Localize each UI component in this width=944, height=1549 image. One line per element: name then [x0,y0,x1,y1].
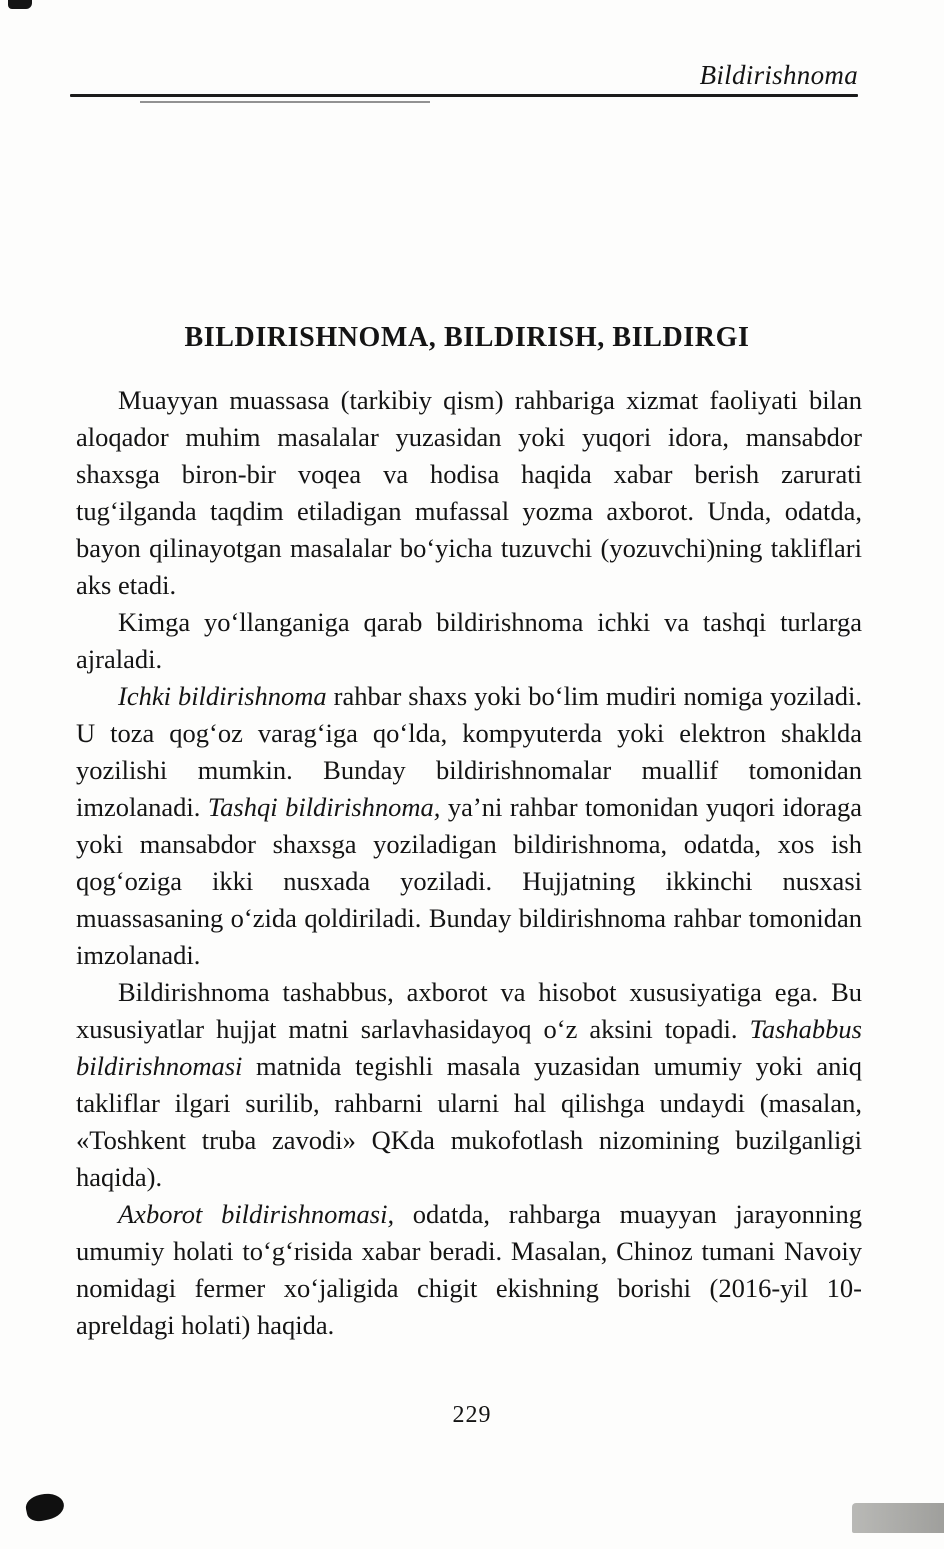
body-paragraph [76,678,862,974]
body-paragraph [76,382,862,604]
scan-artifact-top-left [8,0,32,9]
emphasized-text: Tashqi bildirishnoma, [207,792,441,822]
running-header: Bildirishnoma [699,60,858,90]
body-paragraph [76,974,862,1196]
paragraph-text: matnida tegishli masala yuzasidan umumiy yoki aniq takliflar ilgari surilib, rahbarni ularni hal qilishga undaydi (masalan, «Toshkent truba zavodi» QKda mukofotlash nizomining buzilganligi haqida). [76,1051,862,1192]
header-rule-scan-echo [140,101,430,103]
body-text [76,382,862,1344]
paragraph-text: rahbar shaxs yoki boʻlim mudiri nomiga yoziladi. U toza qogʻoz varagʻiga qoʻlda, kompyuterda yoki elektron shaklda yozilishi mumkin. Bunday bildirishnomalar muallif tomonidan imzolanadi. [76,681,862,822]
body-paragraph [76,1196,862,1344]
paragraph-text: Kimga yoʻllanganiga qarab bildirishnoma ichki va tashqi turlarga ajraladi. [76,607,862,674]
emphasized-text: Axborot bildirishnomasi, [118,1199,395,1229]
paragraph-text: Bildirishnoma tashabbus, axborot va hisobot xususiyatiga ega. Bu xususiyatlar hujjat matni sarlavhasidayoq oʻz aksini topadi. [76,977,862,1044]
page-number: 229 [452,1402,492,1428]
paragraph-text: yaʼni rahbar tomonidan yuqori idoraga yoki mansabdor shaxsga yoziladigan bildirishnoma, odatda, xos ish qogʻoziga ikki nusxada yoziladi. Hujjatning ikkinchi nusxasi muassasaning oʻzida qoldiriladi. Bunday bildirishnoma rahbar tomonidan imzolanadi. [76,792,862,970]
emphasized-text: Tashabbus bildirishnomasi [76,1014,862,1081]
header-rule [70,94,858,97]
emphasized-text: Ichki bildirishnoma [118,681,327,711]
page-title: BILDIRISHNOMA, BILDIRISH, BILDIRGI [184,321,750,353]
body-paragraph [76,604,862,678]
paragraph-text: Muayyan muassasa (tarkibiy qism) rahbariga xizmat faoliyati bilan aloqador muhim masalalar yuzasidan yoki yuqori idora, mansabdor shaxsga biron-bir voqea va hodisa haqida xabar berish zarurati tugʻilganda taqdim etiladigan mufassal yozma axborot. Unda, odatda, bayon qilinayotgan masalalar boʻyicha tuzuvchi (yozuvchi)ning takliflari aks etadi. [76,385,862,600]
scan-artifact-bottom-right [852,1503,944,1533]
paragraph-text: odatda, rahbarga muayyan jarayonning umumiy holati toʻgʻrisida xabar beradi. Masalan, Chinoz tumani Navoiy nomidagi fermer xoʻjaligida chigit ekishning borishi (2016-yil 10-apreldagi holati) haqida. [76,1199,862,1340]
scan-artifact-bottom-left [24,1490,67,1523]
